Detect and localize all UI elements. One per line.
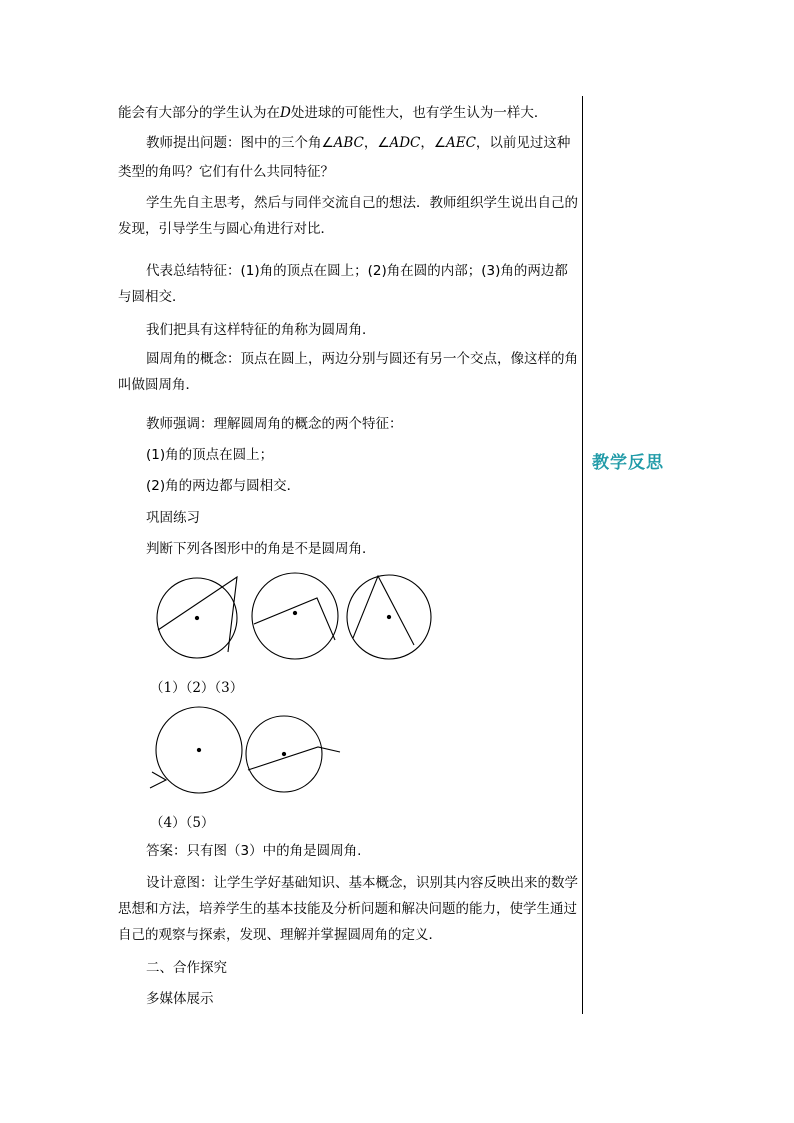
paragraph-multimedia: 多媒体展示 <box>146 991 214 1007</box>
paragraph-answer: 答案：只有图（3）中的角是圆周角. <box>146 843 362 859</box>
paragraph-5: 我们把具有这样特征的角称为圆周角． <box>146 322 376 338</box>
figure-1 <box>157 577 237 658</box>
paragraph-11: 判断下列各图形中的角是不是圆周角． <box>146 541 376 557</box>
figure-2 <box>252 573 338 659</box>
figure-5 <box>246 716 340 792</box>
paragraph-1: 能会有大部分的学生认为在D处进球的可能性大，也有学生认为一样大． <box>118 105 548 121</box>
figure-4 <box>150 707 242 793</box>
figure-3 <box>347 575 431 659</box>
paragraph-8: (1)角的顶点在圆上； <box>146 447 274 463</box>
paragraph-9: (2)角的两边都与圆相交． <box>146 478 301 494</box>
teaching-reflection-heading: 教学反思 <box>592 453 664 473</box>
paragraph-6: 圆周角的概念：顶点在圆上，两边分别与圆还有另一个交点，像这样的角叫做圆周角． <box>118 351 578 393</box>
paragraph-design-intent: 设计意图：让学生学好基础知识、基本概念，识别其内容反映出来的数学思想和方法，培养学生的基本技能及分析问题和解决问题的能力，使学生通过自己的观察与探索，发现、理解并掌握圆周角的定义． <box>118 875 578 943</box>
paragraph-10: 巩固练习 <box>146 510 200 526</box>
figure-caption-4-5: （4）（5） <box>150 815 215 831</box>
paragraph-7: 教师强调：理解圆周角的概念的两个特征： <box>146 416 403 432</box>
paragraph-4: 代表总结特征：(1)角的顶点在圆上；(2)角在圆的内部；(3)角的两边都与圆相交． <box>118 263 568 305</box>
paragraph-2-line-2: 类型的角吗？它们有什么共同特征？ <box>118 164 334 180</box>
paragraph-2-line-1: 教师提出问题：图中的三个角∠ABC，∠ADC，∠AEC，以前见过这种 <box>146 135 571 151</box>
figure-caption-1-3: （1）（2）（3） <box>150 680 244 696</box>
section-heading-cooperative-inquiry: 二、合作探究 <box>146 960 227 976</box>
paragraph-3: 学生先自主思考，然后与同伴交流自己的想法．教师组织学生说出自己的发现，引导学生与圆心角进行对比． <box>118 195 578 237</box>
